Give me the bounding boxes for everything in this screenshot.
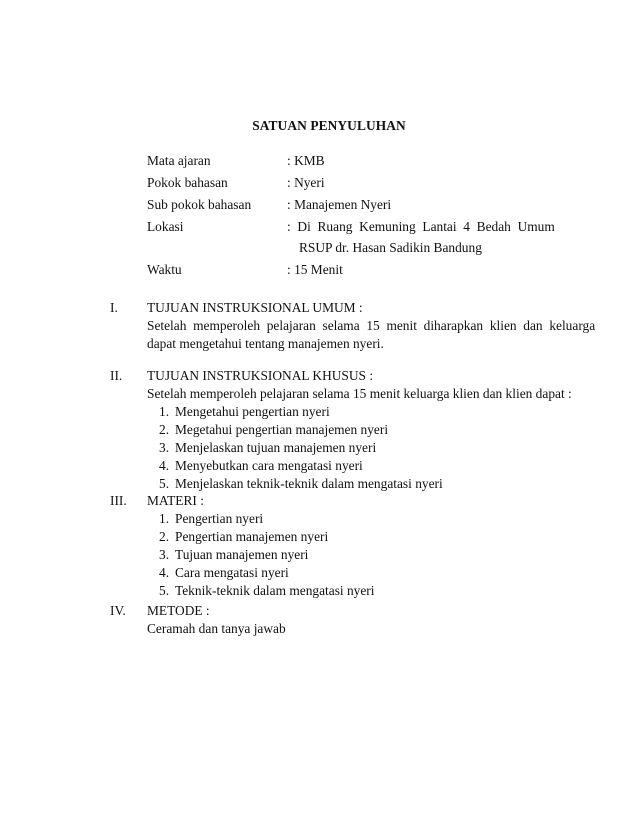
info-label: Pokok bahasan <box>147 175 228 190</box>
info-value: : Manajemen Nyeri <box>287 197 392 212</box>
info-value: : Di Ruang Kemuning Lantai 4 Bedah Umum <box>287 219 555 234</box>
section-title: TUJUAN INSTRUKSIONAL KHUSUS : <box>147 368 374 383</box>
list-item: 3. Menjelaskan tujuan manajemen nyeri <box>159 440 377 455</box>
section-number: III. <box>110 493 127 508</box>
info-label: Waktu <box>147 262 182 277</box>
list-item: 4. Cara mengatasi nyeri <box>159 565 289 580</box>
info-label: Lokasi <box>147 219 184 234</box>
section-text: Setelah memperoleh pelajaran selama 15 menit diharapkan klien dan keluarga <box>147 318 596 333</box>
section-text: Ceramah dan tanya jawab <box>147 621 286 636</box>
info-label: Mata ajaran <box>147 153 211 168</box>
info-value: : Nyeri <box>287 175 325 190</box>
section-text: Setelah memperoleh pelajaran selama 15 menit keluarga klien dan klien dapat : <box>147 386 572 401</box>
section-number: I. <box>110 300 118 315</box>
list-item: 4. Menyebutkan cara mengatasi nyeri <box>159 458 363 473</box>
info-value: : KMB <box>287 153 325 168</box>
list-item: 2. Megetahui pengertian manajemen nyeri <box>159 422 389 437</box>
section-text: dapat mengetahui tentang manajemen nyeri. <box>147 336 384 351</box>
section-number: IV. <box>110 603 126 618</box>
list-item: 5. Menjelaskan teknik-teknik dalam mengatasi nyeri <box>159 476 443 491</box>
info-value: RSUP dr. Hasan Sadikin Bandung <box>299 240 482 255</box>
section-title: TUJUAN INSTRUKSIONAL UMUM : <box>147 300 363 315</box>
list-item: 1. Pengertian nyeri <box>159 511 264 526</box>
objective-list <box>147 403 551 493</box>
list-item: 3. Tujuan manajemen nyeri <box>159 547 309 562</box>
materi-list <box>147 510 551 600</box>
section-number: II. <box>110 368 123 383</box>
list-item: 5. Teknik-teknik dalam mengatasi nyeri <box>159 583 375 598</box>
list-item: 2. Pengertian manajemen nyeri <box>159 529 329 544</box>
document-title: SATUAN PENYULUHAN <box>252 118 406 133</box>
list-item: 1. Mengetahui pengertian nyeri <box>159 404 330 419</box>
info-label: Sub pokok bahasan <box>147 197 252 212</box>
section-title: METODE : <box>147 603 210 618</box>
info-value: : 15 Menit <box>287 262 343 277</box>
section-title: MATERI : <box>147 493 204 508</box>
